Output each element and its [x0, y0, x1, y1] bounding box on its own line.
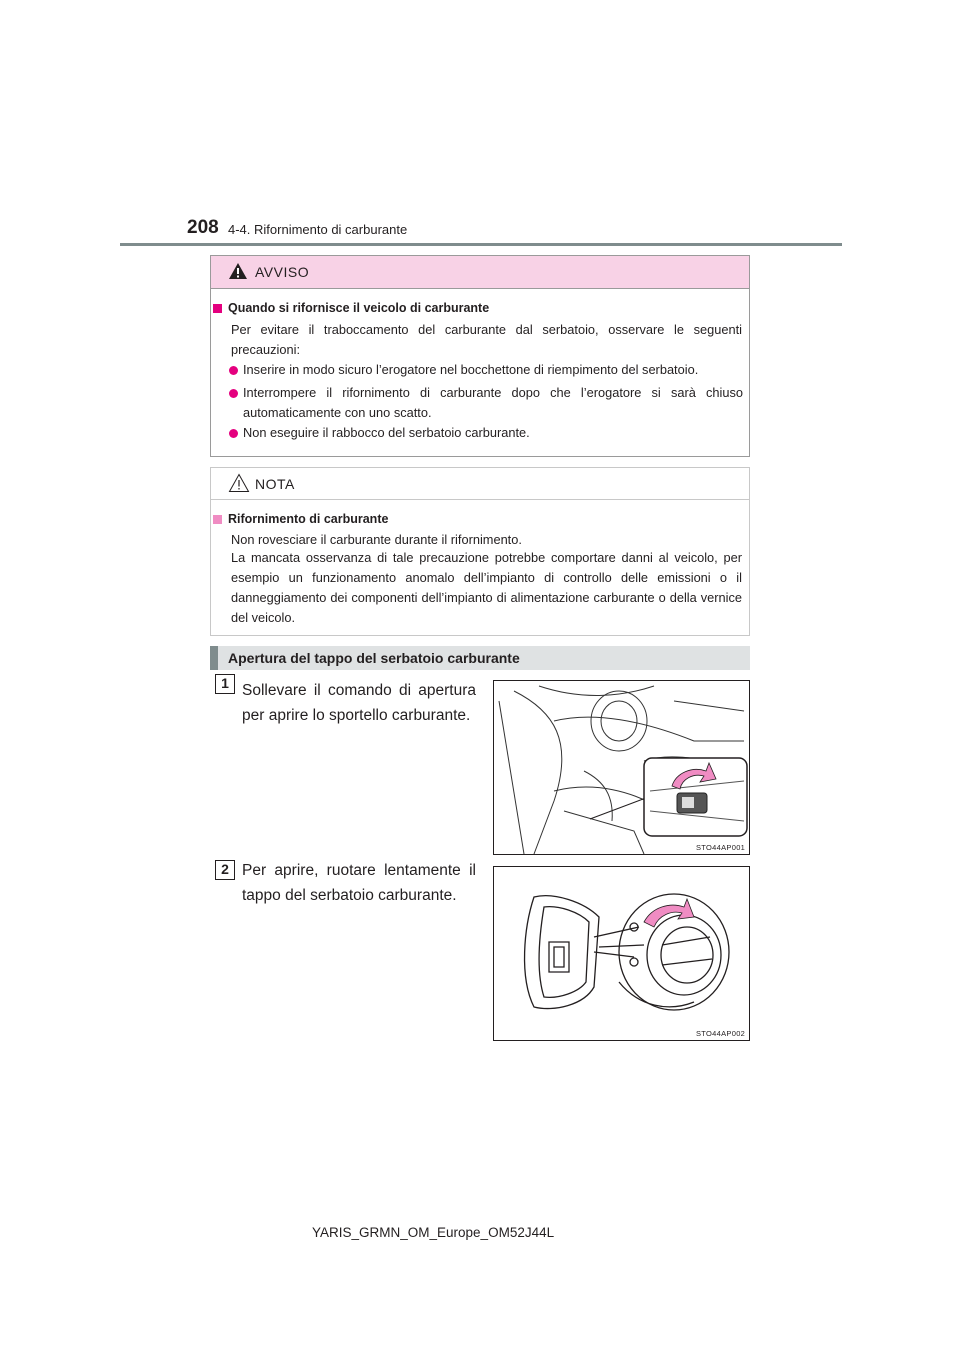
warning-triangle-icon [228, 262, 248, 280]
car-interior-icon [494, 681, 749, 854]
bullet-icon [229, 389, 238, 398]
caution-triangle-icon [228, 473, 250, 493]
document-code: YARIS_GRMN_OM_Europe_OM52J44L [312, 1225, 555, 1240]
section-heading: Apertura del tappo del serbatoio carburante [228, 650, 520, 666]
step-number: 1 [215, 674, 235, 694]
warning-header [211, 256, 749, 289]
step-text: Sollevare il comando di apertura per aprire lo sportello carburante. [242, 682, 476, 724]
note-body: La mancata osservanza di tale precauzione potrebbe comportare danni al veicolo, per esempio un funzionamento anomalo dell’impianto di controllo delle emissioni o il danneggiamento dei componenti dell’impianto di alimentazione carburante o della vernice del veicolo. [231, 550, 742, 625]
fuel-cap-illustration [493, 866, 750, 1041]
section-bar-accent [210, 646, 218, 670]
fuel-cap-icon [494, 867, 749, 1040]
bullet-icon [229, 429, 238, 438]
warning-heading-marker-icon [213, 304, 222, 313]
note-line: Non rovesciare il carburante durante il rifornimento. [231, 532, 522, 547]
note-title: NOTA [255, 476, 295, 492]
fuel-door-lever-illustration [493, 680, 750, 855]
step-text: Per aprire, ruotare lentamente il tappo del serbatoio carburante. [242, 862, 476, 904]
image-code: STO44AP001 [696, 843, 746, 852]
note-heading: Rifornimento di carburante [228, 512, 389, 526]
warning-intro: Per evitare il traboccamento del carburante dal serbatoio, osservare le seguenti precauzioni: [231, 322, 742, 357]
image-code: STO44AP002 [696, 1029, 746, 1038]
warning-bullet: Non eseguire il rabbocco del serbatoio carburante. [243, 425, 530, 440]
warning-title: AVVISO [255, 264, 310, 280]
note-heading-marker-icon [213, 515, 222, 524]
section-title: 4-4. Rifornimento di carburante [228, 222, 408, 237]
warning-heading: Quando si rifornisce il veicolo di carburante [228, 301, 490, 315]
page-number: 208 [187, 217, 219, 238]
step-number: 2 [215, 860, 235, 880]
warning-bullet: Interrompere il rifornimento di carburante dopo che l’erogatore si sarà chiuso automaticamente con uno scatto. [243, 385, 743, 420]
warning-bullet: Inserire in modo sicuro l’erogatore nel bocchettone di riempimento del serbatoio. [243, 362, 699, 377]
bullet-icon [229, 366, 238, 375]
header-divider [120, 243, 842, 246]
section-heading-bar [210, 646, 750, 670]
note-header [211, 468, 749, 500]
